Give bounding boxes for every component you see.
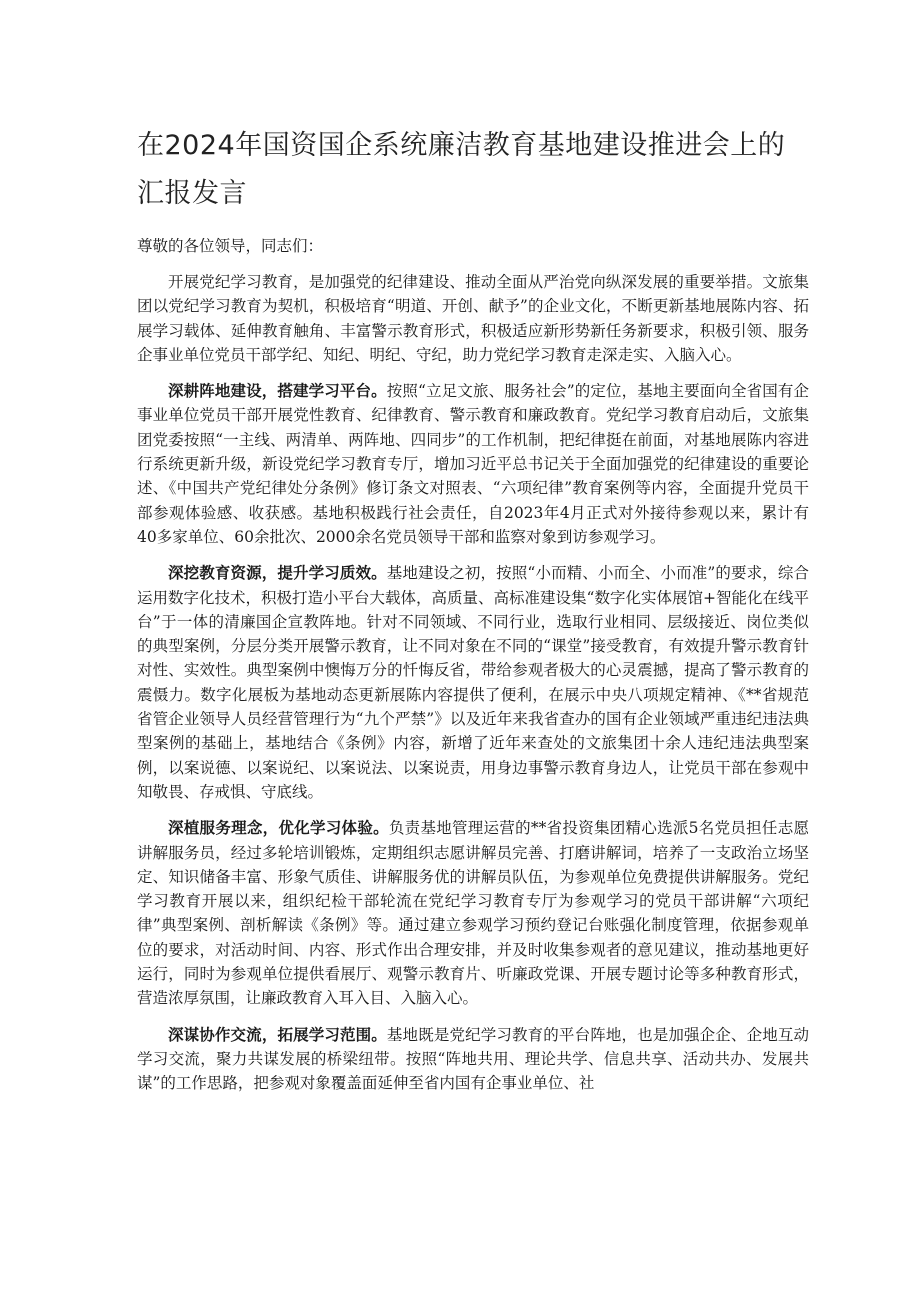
paragraph-text: 基地既是党纪学习教育的平台阵地，也是加强企企、企地互动学习交流，聚力共谋发展的桥梁纽带。按照“阵地共用、理论共学、信息共享、活动共办、发展共谋”的工作思路，把参观对象覆盖面延伸至省内国有企事业单位、社 bbox=[137, 1025, 809, 1093]
paragraph-service-concept bbox=[137, 816, 809, 1010]
paragraph-base-construction bbox=[137, 379, 809, 549]
paragraph-text: 开展党纪学习教育，是加强党的纪律建设、推动全面从严治党向纵深发展的重要举措。文旅集团以党纪学习教育为契机，积极培育“明道、开创、献予”的企业文化，不断更新基地展陈内容、拓展学习载体、延伸教育触角、丰富警示教育形式，积极适应新形势新任务新要求，积极引领、服务企事业单位党员干部学纪、知纪、明纪、守纪，助力党纪学习教育走深走实、入脑入心。 bbox=[137, 273, 809, 364]
paragraph-text: 基地建设之初，按照“小而精、小而全、小而准”的要求，综合运用数字化技术，积极打造小平台大载体，高质量、高标准建设集“数字化实体展馆+智能化在线平台”于一体的清廉国企宣教阵地。针对不同领域、不同行业，选取行业相同、层级接近、岗位类似的典型案例，分层分类开展警示教育，让不同对象在不同的“课堂”接受教育，有效提升警示教育针对性、实效性。典型案例中懊悔万分的忏悔反省，带给参观者极大的心灵震撼，提高了警示教育的震慑力。数字化展板为基地动态更新展陈内容提供了便利，在展示中央八项规定精神、《**省规范省管企业领导人员经营管理行为“九个严禁”》以及近年来我省查办的国有企业领域严重违纪违法典型案例的基础上，基地结合《条例》内容，新增了近年来查处的文旅集团十余人违纪违法典型案例，以案说德、以案说纪、以案说法、以案说责，用身边事警示教育身边人，让党员干部在参观中知敬畏、存戒惧、守底线。 bbox=[137, 564, 809, 801]
paragraph-lead: 深植服务理念，优化学习体验。 bbox=[168, 818, 389, 838]
greeting: 尊敬的各位领导，同志们： bbox=[137, 237, 324, 255]
paragraph-intro bbox=[137, 270, 809, 367]
paragraph-lead: 深耕阵地建设，搭建学习平台。 bbox=[168, 381, 387, 401]
paragraph-text: 负责基地管理运营的**省投资集团精心选派5名党员担任志愿讲解服务员，经过多轮培训锻炼，定期组织志愿讲解员完善、打磨讲解词，培养了一支政治立场坚定、知识储备丰富、形象气质佳、讲解服务优的讲解员队伍，为参观单位免费提供讲解服务。党纪学习教育开展以来，组织纪检干部轮流在党纪学习教育专厅为参观学习的党员干部讲解“六项纪律”典型案例、剖析解读《条例》等。通过建立参观学习预约登记台账强化制度管理，依据参观单位的要求，对活动时间、内容、形式作出合理安排，并及时收集参观者的意见建议，推动基地更好运行，同时为参观单位提供看展厅、观警示教育片、听廉政党课、开展专题讨论等多种教育形式，营造浓厚氛围，让廉政教育入耳入目、入脑入心。 bbox=[137, 819, 809, 1008]
document-page bbox=[137, 122, 809, 1108]
paragraph-lead: 深谋协作交流，拓展学习范围。 bbox=[168, 1024, 387, 1044]
paragraph-cooperation bbox=[137, 1023, 809, 1096]
paragraph-text: 按照“立足文旅、服务社会”的定位，基地主要面向全省国有企事业单位党员干部开展党性教育、纪律教育、警示教育和廉政教育。党纪学习教育启动后，文旅集团党委按照“一主线、两清单、两阵地、四同步”的工作机制，把纪律挺在前面，对基地展陈内容进行系统更新升级，新设党纪学习教育专厅，增加习近平总书记关于全面加强党的纪律建设的重要论述、《中国共产党纪律处分条例》修订条文对照表、“六项纪律”教育案例等内容，全面提升党员干部参观体验感、收获感。基地积极践行社会责任，自2023年4月正式对外接待参观以来，累计有40多家单位、60余批次、2000余名党员领导干部和监察对象到访参观学习。 bbox=[137, 382, 809, 546]
paragraph-lead: 深挖教育资源，提升学习质效。 bbox=[168, 563, 387, 583]
paragraph-education-resources bbox=[137, 561, 809, 804]
document-title: 在2024年国资国企系统廉洁教育基地建设推进会上的汇报发言 bbox=[137, 130, 786, 209]
